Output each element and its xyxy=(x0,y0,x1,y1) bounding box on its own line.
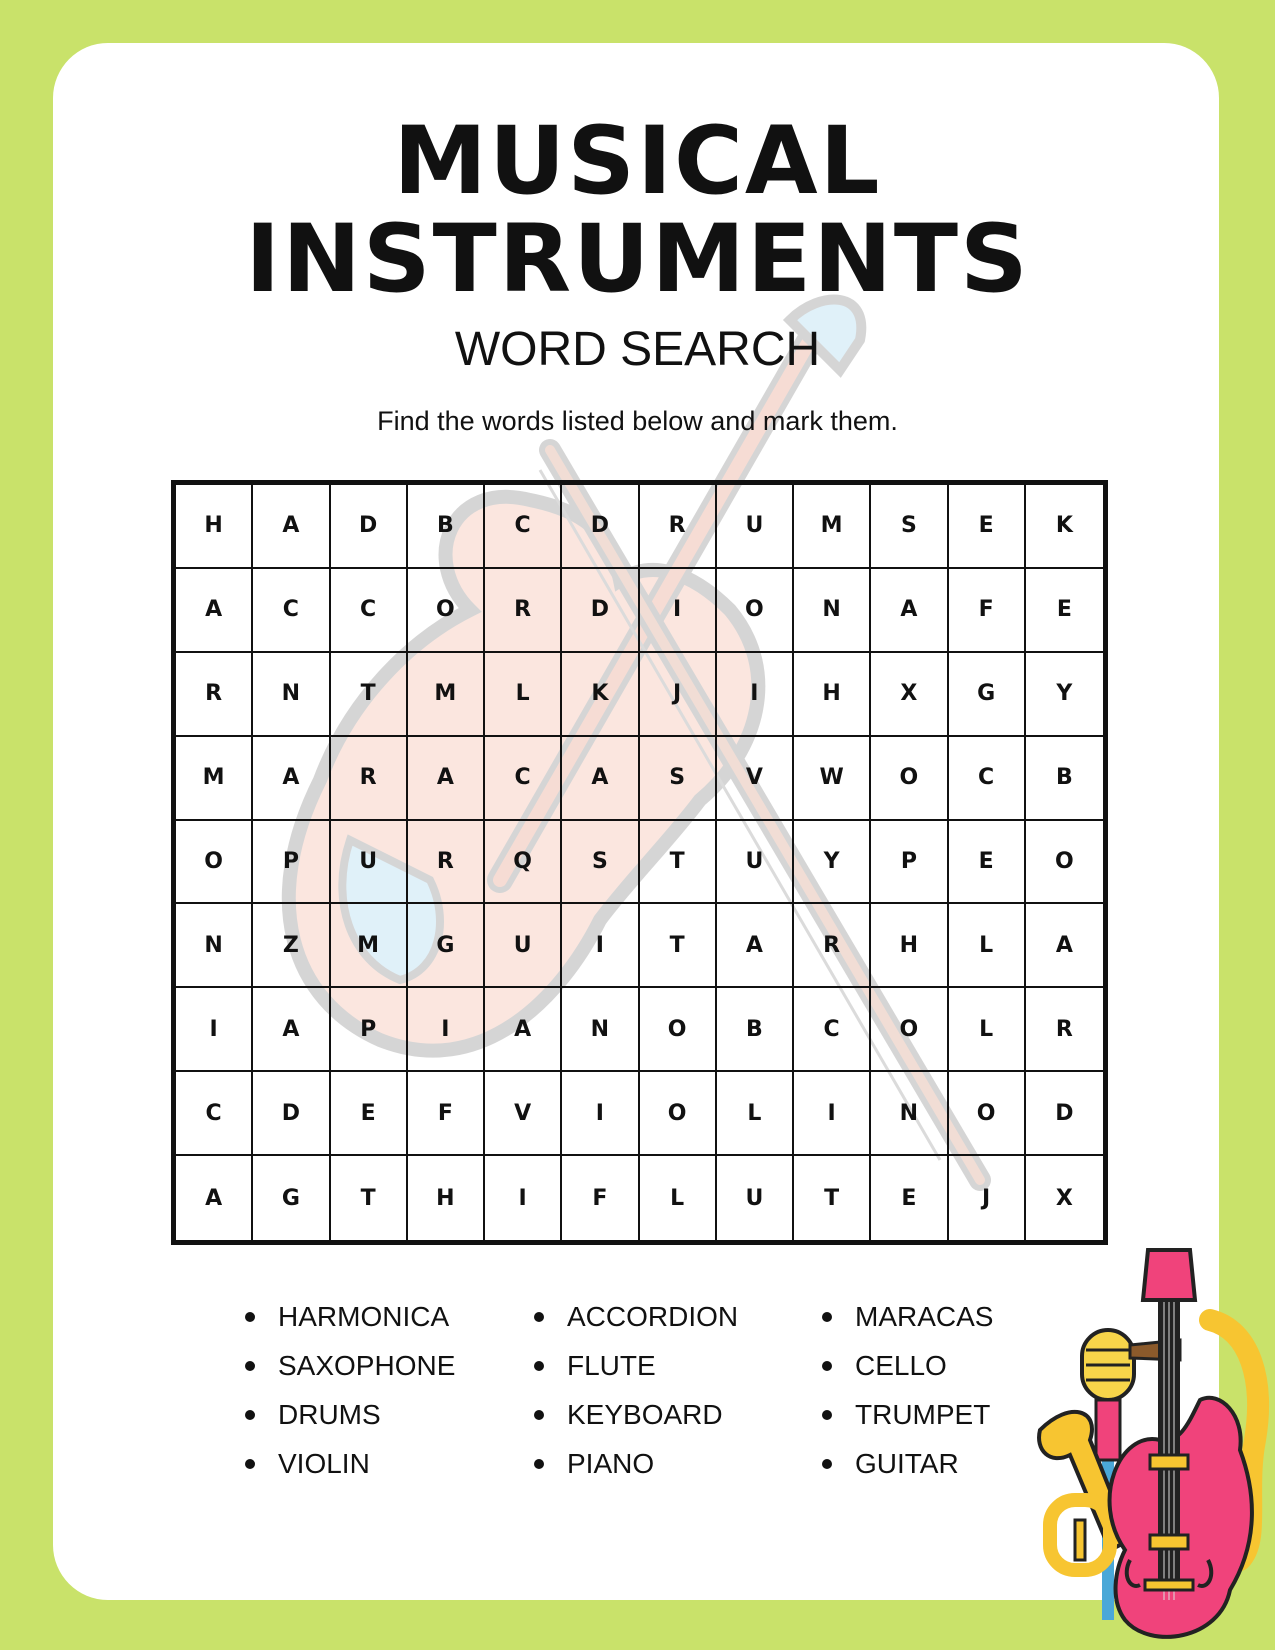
grid-cell[interactable]: H xyxy=(794,653,871,737)
grid-cell[interactable]: A xyxy=(1026,904,1103,988)
grid-cell[interactable]: T xyxy=(331,653,408,737)
grid-cell[interactable]: I xyxy=(640,569,717,653)
grid-cell[interactable]: P xyxy=(253,821,330,905)
grid-cell[interactable]: G xyxy=(949,653,1026,737)
grid-cell[interactable]: A xyxy=(176,569,253,653)
grid-cell[interactable]: F xyxy=(949,569,1026,653)
grid-cell[interactable]: O xyxy=(871,737,948,821)
word-list-item: HARMONICA xyxy=(240,1292,500,1341)
grid-cell[interactable]: X xyxy=(871,653,948,737)
grid-cell[interactable]: V xyxy=(717,737,794,821)
word-list-item: MARACAS xyxy=(817,1292,1077,1341)
word-list-item: CELLO xyxy=(817,1341,1077,1390)
word-list-item: GUITAR xyxy=(817,1439,1077,1488)
grid-cell[interactable]: T xyxy=(640,821,717,905)
grid-cell[interactable]: R xyxy=(331,737,408,821)
grid-cell[interactable]: O xyxy=(717,569,794,653)
grid-cell[interactable]: I xyxy=(176,988,253,1072)
grid-cell[interactable]: N xyxy=(562,988,639,1072)
grid-cell[interactable]: H xyxy=(408,1156,485,1240)
grid-cell[interactable]: D xyxy=(253,1072,330,1156)
grid-cell[interactable]: T xyxy=(794,1156,871,1240)
grid-cell[interactable]: U xyxy=(331,821,408,905)
grid-cell[interactable]: S xyxy=(871,485,948,569)
word-list-item: FLUTE xyxy=(529,1341,789,1390)
grid-cell[interactable]: O xyxy=(949,1072,1026,1156)
grid-cell[interactable]: G xyxy=(408,904,485,988)
title-line-2: INSTRUMENTS xyxy=(245,205,1030,314)
grid-cell[interactable]: C xyxy=(331,569,408,653)
grid-cell[interactable]: E xyxy=(331,1072,408,1156)
word-list-item: PIANO xyxy=(529,1439,789,1488)
grid-cell[interactable]: Y xyxy=(794,821,871,905)
grid-cell[interactable]: R xyxy=(485,569,562,653)
word-list-item: TRUMPET xyxy=(817,1390,1077,1439)
word-list-column-1 xyxy=(240,1292,500,1488)
grid-cell[interactable]: O xyxy=(176,821,253,905)
grid-cell[interactable]: F xyxy=(562,1156,639,1240)
grid-cell[interactable]: B xyxy=(717,988,794,1072)
grid-cell[interactable]: E xyxy=(1026,569,1103,653)
title-line-1: MUSICAL xyxy=(393,107,882,216)
grid-cell[interactable]: N xyxy=(176,904,253,988)
grid-cell[interactable]: U xyxy=(717,485,794,569)
word-list-column-2 xyxy=(529,1292,789,1488)
grid-cell[interactable]: B xyxy=(1026,737,1103,821)
grid-cell[interactable]: A xyxy=(176,1156,253,1240)
grid-cell[interactable]: N xyxy=(253,653,330,737)
grid-cell[interactable]: N xyxy=(871,1072,948,1156)
grid-cell[interactable]: M xyxy=(794,485,871,569)
grid-cell[interactable]: S xyxy=(640,737,717,821)
grid-cell[interactable]: J xyxy=(640,653,717,737)
grid-cell[interactable]: C xyxy=(949,737,1026,821)
word-list-item: VIOLIN xyxy=(240,1439,500,1488)
grid-cell[interactable]: J xyxy=(949,1156,1026,1240)
grid-cell[interactable]: D xyxy=(562,569,639,653)
grid-cell[interactable]: E xyxy=(871,1156,948,1240)
grid-cell[interactable]: N xyxy=(794,569,871,653)
grid-cell[interactable]: I xyxy=(562,904,639,988)
grid-cell[interactable]: O xyxy=(408,569,485,653)
grid-cell[interactable]: I xyxy=(794,1072,871,1156)
instruments-decoration-icon xyxy=(1030,1240,1275,1650)
word-list-item: SAXOPHONE xyxy=(240,1341,500,1390)
grid-cell[interactable]: E xyxy=(949,485,1026,569)
grid-cell[interactable]: O xyxy=(640,988,717,1072)
grid-cell[interactable]: A xyxy=(408,737,485,821)
grid-cell[interactable]: D xyxy=(1026,1072,1103,1156)
grid-cell[interactable]: A xyxy=(253,988,330,1072)
grid-cell[interactable]: I xyxy=(408,988,485,1072)
grid-cell[interactable]: R xyxy=(176,653,253,737)
grid-cell[interactable]: U xyxy=(485,904,562,988)
grid-cell[interactable]: F xyxy=(408,1072,485,1156)
grid-cell[interactable]: M xyxy=(176,737,253,821)
word-list-item: DRUMS xyxy=(240,1390,500,1439)
grid-cell[interactable]: T xyxy=(331,1156,408,1240)
grid-cell[interactable]: B xyxy=(408,485,485,569)
grid-cell[interactable]: L xyxy=(717,1072,794,1156)
grid-cell[interactable]: C xyxy=(794,988,871,1072)
grid-cell[interactable]: T xyxy=(640,904,717,988)
grid-cell[interactable]: A xyxy=(717,904,794,988)
grid-cell[interactable]: A xyxy=(253,485,330,569)
grid-cell[interactable]: H xyxy=(176,485,253,569)
grid-cell[interactable]: D xyxy=(562,485,639,569)
word-search-grid xyxy=(171,480,1108,1245)
grid-cell[interactable]: O xyxy=(871,988,948,1072)
grid-cell[interactable]: Q xyxy=(485,821,562,905)
grid-cell[interactable]: K xyxy=(1026,485,1103,569)
grid-cell[interactable]: K xyxy=(562,653,639,737)
guitar-icon xyxy=(1110,1250,1252,1637)
grid-cell[interactable]: M xyxy=(331,904,408,988)
grid-cell[interactable]: R xyxy=(640,485,717,569)
grid-cell[interactable]: U xyxy=(717,821,794,905)
grid-cell[interactable]: I xyxy=(562,1072,639,1156)
word-list-item: ACCORDION xyxy=(529,1292,789,1341)
grid-cell[interactable]: G xyxy=(253,1156,330,1240)
grid-cell[interactable]: X xyxy=(1055,1185,1073,1211)
grid-cell[interactable]: I xyxy=(485,1156,562,1240)
grid-cell[interactable]: R xyxy=(408,821,485,905)
instruction-text: Find the words listed below and mark them. xyxy=(377,406,898,436)
grid-cell[interactable]: A xyxy=(871,569,948,653)
grid-cell[interactable]: A xyxy=(253,737,330,821)
grid-cell[interactable]: L xyxy=(485,653,562,737)
grid-cell[interactable]: C xyxy=(485,485,562,569)
grid-cell[interactable]: C xyxy=(176,1072,253,1156)
grid-cell[interactable]: R xyxy=(1026,988,1103,1072)
grid-cell[interactable]: C xyxy=(253,569,330,653)
grid-cell[interactable]: A xyxy=(562,737,639,821)
grid-cell[interactable]: O xyxy=(1026,821,1103,905)
grid-cell[interactable]: R xyxy=(794,904,871,988)
grid-cell[interactable]: U xyxy=(717,1156,794,1240)
grid-cell[interactable]: Z xyxy=(253,904,330,988)
grid-cell[interactable]: E xyxy=(949,821,1026,905)
grid-cell[interactable]: V xyxy=(485,1072,562,1156)
grid-cell[interactable]: I xyxy=(717,653,794,737)
grid-cell[interactable]: S xyxy=(562,821,639,905)
grid-cell[interactable]: L xyxy=(949,904,1026,988)
grid-cell[interactable]: D xyxy=(331,485,408,569)
subtitle: WORD SEARCH xyxy=(454,323,821,376)
grid-cell[interactable]: O xyxy=(640,1072,717,1156)
word-list-item: KEYBOARD xyxy=(529,1390,789,1439)
grid-cell[interactable]: A xyxy=(485,988,562,1072)
grid-cell[interactable]: H xyxy=(871,904,948,988)
grid-cell[interactable]: Y xyxy=(1026,653,1103,737)
grid-cell[interactable]: C xyxy=(485,737,562,821)
grid-cell[interactable]: W xyxy=(794,737,871,821)
grid-cell[interactable]: P xyxy=(331,988,408,1072)
grid-cell[interactable]: L xyxy=(949,988,1026,1072)
grid-cell[interactable]: L xyxy=(640,1156,717,1240)
grid-cell[interactable]: P xyxy=(871,821,948,905)
grid-cell[interactable]: M xyxy=(408,653,485,737)
